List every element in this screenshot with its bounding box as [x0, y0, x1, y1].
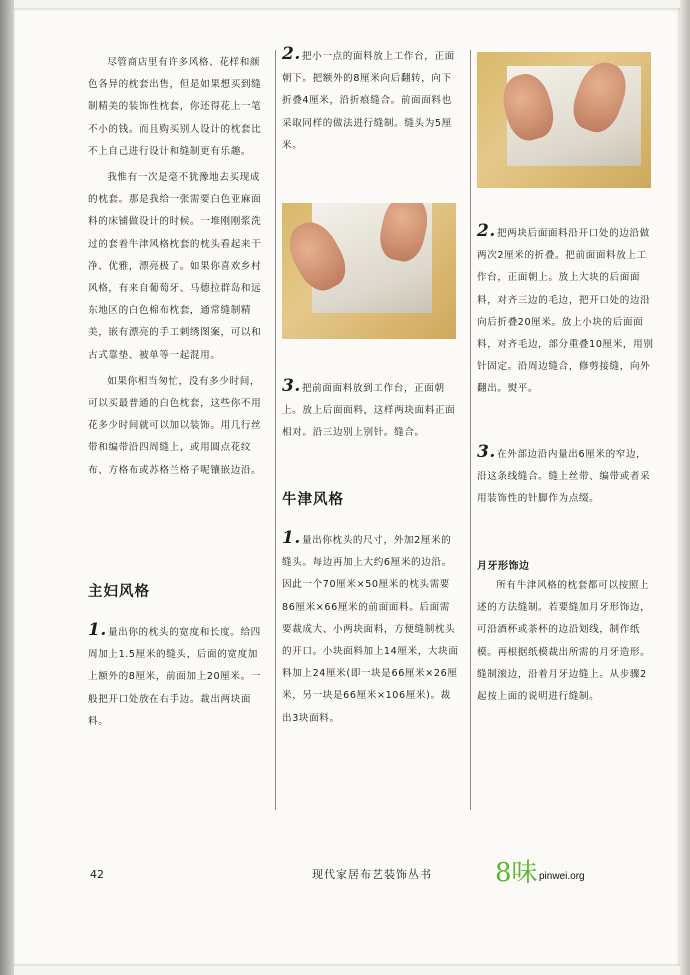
photo-folding-fabric: [282, 203, 456, 339]
step-number: 3.: [282, 376, 301, 396]
step-number: 1.: [282, 528, 301, 548]
subheading-crescent-trim: 月牙形饰边: [477, 561, 530, 572]
oxford-step-2: [477, 223, 655, 401]
site-logo: [495, 858, 605, 888]
column-divider: [470, 50, 471, 810]
series-title: 现代家居布艺装饰丛书: [312, 868, 432, 881]
step-text: 把小一点的面料放上工作台，正面朝下。把额外的8厘米向后翻转，向下折叠4厘米，沿折痕缝合。前面面料也采取同样的做法进行缝制。缝头为5厘米。: [282, 51, 455, 151]
page-number: 42: [90, 868, 104, 881]
column-divider: [275, 50, 276, 810]
step-number: 2.: [477, 221, 496, 241]
column-left: [88, 52, 266, 482]
step-text: 把前面面料放到工作台，正面朝上。放上后面面料，这样两块面料正面相对。沿三边别上别针。缝合。: [282, 383, 456, 439]
step-text: 把两块后面面料沿开口处的边沿做两次2厘米的折叠。把前面面料放上工作台，正面朝上。放上大块的后面面料，对齐三边的毛边，把开口处的边沿向后折叠20厘米。放上小块的后面面料，对齐毛边，部分重叠10厘米，用别针固定。沿周边缝合，修剪接缝，向外翻出。熨平。: [477, 228, 654, 395]
oxford-step-1: [282, 530, 460, 730]
step-text: 在外部边沿内量出6厘米的窄边，沿这条线缝合。缝上丝带、编带或者采用装饰性的针脚作为点缀。: [477, 449, 651, 505]
heading-oxford-style: 牛津风格: [282, 492, 344, 508]
step-number: 1.: [88, 620, 107, 640]
housewife-step-3: [282, 378, 460, 445]
step-number: 2.: [282, 44, 301, 64]
paragraph-crescent: 所有牛津风格的枕套都可以按照上述的方法缝制。若要缝加月牙形饰边，可沿酒杯或茶杯的边沿划线，制作纸模。再根据纸模裁出所需的月牙造形。缝制滚边，沿着月牙边缝上。从步骤2起按上面的说明进行缝制。: [477, 580, 651, 703]
paragraph-experience: 我惟有一次是毫不犹豫地去买现成的枕套。那是我给一张需要白色亚麻面料的床铺做设计的时候。一堆刚刚浆洗过的套着牛津风格枕套的枕头看起来干净、优雅，漂亮极了。如果你喜欢乡村风格，有来自葡萄牙、马德拉群岛和远东地区的白色棉布枕套，通常缝制精美，嵌有漂亮的手工刺绣图案，可以和古式靠垫、被单等一起混用。: [88, 172, 262, 361]
heading-housewife-style: 主妇风格: [88, 584, 150, 600]
step-number: 3.: [477, 442, 496, 462]
photo-pinning-fabric: [477, 52, 651, 188]
step-text: 量出你枕头的尺寸，外加2厘米的缝头。每边再加上大约6厘米的边沿。因此一个70厘米×50厘米的枕头需要86厘米×66厘米的前面面料。后面需要裁成大、小两块面料，方便缝制枕头的开口。小块面料加上14厘米，大块面料加上24厘米(即一块是66厘米×26厘米，另一块是66厘米×106厘米)。裁出3块面料。: [282, 535, 459, 724]
step-text: 量出你的枕头的宽度和长度。给四周加上1.5厘米的缝头，后面的宽度加上额外的8厘米，前面加上20厘米。一般把开口处放在右手边。裁出两块面料。: [88, 627, 262, 727]
book-spine: [0, 0, 14, 975]
logo-mark: 8味: [495, 858, 538, 888]
oxford-step-3: [477, 444, 655, 511]
paragraph-quick-tip: 如果你相当匆忙，没有多少时间，可以买最普通的白色枕套，这些你不用花多少时间就可以加以装饰。用几行丝带和编带沿四周缝上，或用圆点花纹布、方格布或苏格兰格子呢镶嵌边沿。: [88, 375, 262, 476]
column-right-crescent-text: [477, 575, 655, 708]
housewife-step-2: [282, 46, 460, 157]
housewife-step-1: [88, 622, 266, 733]
page-edge: [680, 0, 690, 975]
logo-url: pinwei.org: [539, 871, 585, 882]
paragraph-intro: 尽管商店里有许多风格、花样和颜色各异的枕套出售，但是如果想买到缝制精美的装饰性枕套，你还得花上一笔不小的钱。而且购买别人设计的枕套比不上自己进行设计和缝制更有乐趣。: [88, 57, 262, 157]
